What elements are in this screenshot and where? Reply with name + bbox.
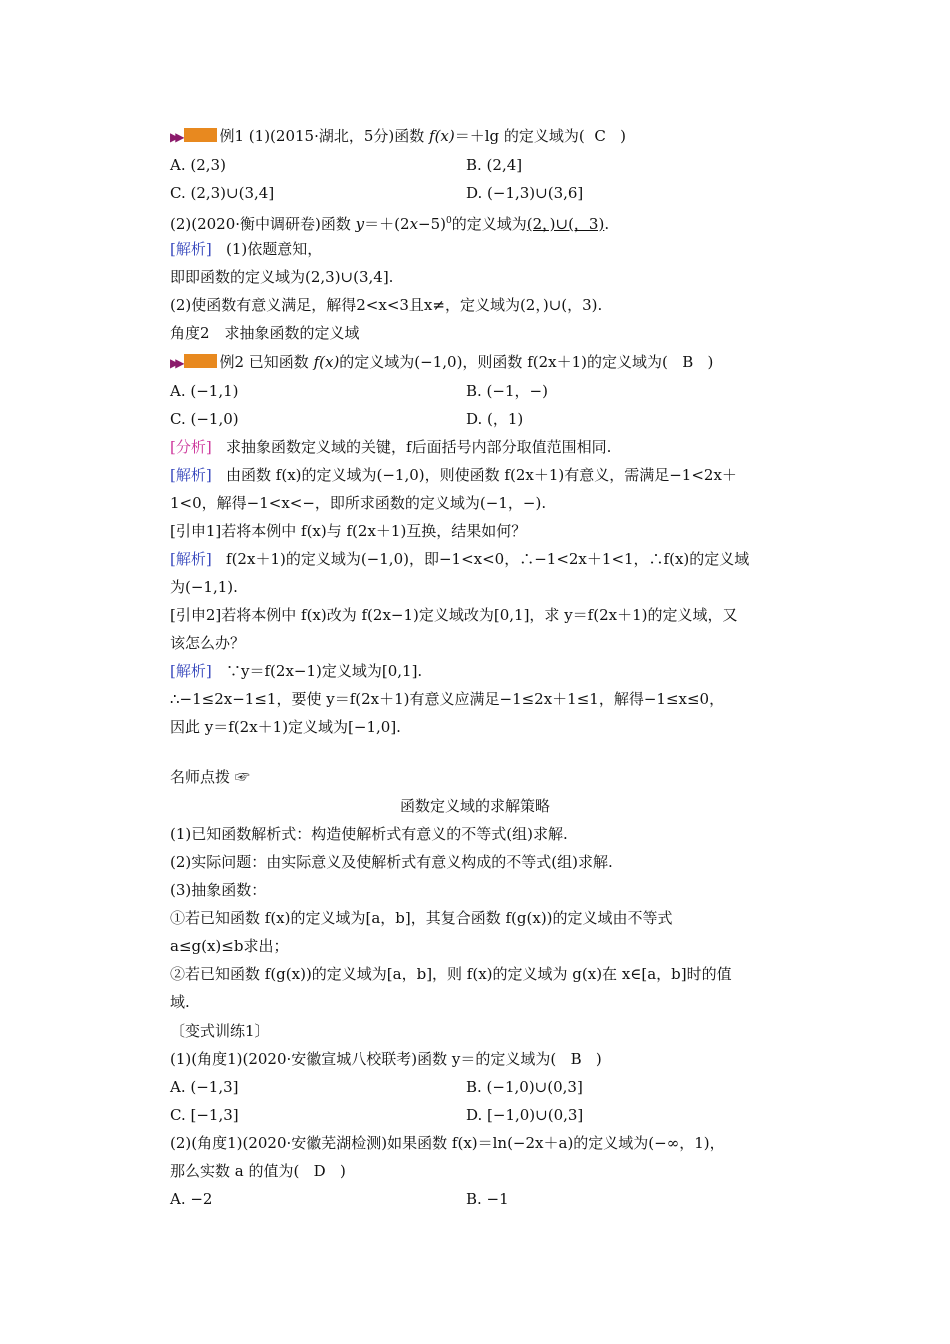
option-d: D. [−1,0)∪(0,3] [466,1106,584,1124]
option-b: B. (−1，−) [466,382,548,400]
tips-point-3: (3)抽象函数： [170,881,267,899]
tips-title: 函数定义域的求解策略 [399,797,550,815]
solution1-line2: 即即函数的定义域为(2,3)∪(3,4]. [170,268,394,286]
option-a: A. (2,3) [170,156,226,174]
answer: B [682,353,694,371]
practice-question-2-line1: (2)(角度1)(2020·安徽芜湖检测)如果函数 f(x)＝ln(−2x＋a)的定义域为(−∞，1)， [170,1134,725,1152]
option-c: C. (2,3)∪(3,4] [170,184,275,202]
analysis-tag: [分析] [170,438,212,456]
answer: (2，)∪(，3) [526,215,605,233]
example1-question: ▶▶ 例1 (1)(2015·湖北，5分)函数 f(x)＝＋lg 的定义域为( C ) [170,127,626,145]
option-b: B. −1 [466,1190,509,1208]
option-a: A. (−1,1) [170,382,239,400]
option-a: A. (−1,3] [170,1078,239,1096]
answer: D [313,1162,326,1180]
extension1-solution-line1: [解析] f(2x＋1)的定义域为(−1,0)，即−1<x<0，∴−1<2x＋1<1，∴f(x)的定义域 [170,550,750,568]
option-a: A. −2 [170,1190,213,1208]
extension1-solution-line2: 为(−1,1). [170,578,238,596]
solution-tag: [解析] [170,662,212,680]
tips-point-2: (2)实际问题：由实际意义及使解析式有意义构成的不等式(组)求解. [170,853,613,871]
tips-point-4-line1: ①若已知函数 f(x)的定义域为[a，b]，其复合函数 f(g(x))的定义域由不等式 [170,909,673,927]
tips-point-5-line1: ②若已知函数 f(g(x))的定义域为[a，b]，则 f(x)的定义域为 g(x)在 x∈[a，b]时的值 [170,965,732,983]
answer: B [570,1050,582,1068]
tips-header: 名师点拨 ☞ [170,768,250,786]
extension2-solution-line3: 因此 y＝f(2x＋1)定义域为[−1,0]. [170,718,401,736]
solution2-line1: [解析] 由函数 f(x)的定义域为(−1,0)，则使函数 f(2x＋1)有意义，需满足−1<2x＋ [170,466,737,484]
solution2-line2: 1<0，解得−1<x<−，即所求函数的定义域为(−1，−). [170,494,547,512]
solution-tag: [解析] [170,466,212,484]
option-c: C. (−1,0) [170,410,239,428]
option-c: C. [−1,3] [170,1106,239,1124]
extension2-solution-line2: ∴−1≤2x−1≤1，要使 y＝f(2x＋1)有意义应满足−1≤2x＋1≤1，解得−1≤x≤0， [170,690,725,708]
solution-tag: [解析] [170,550,212,568]
example-tag-icon [184,354,217,368]
tips-point-5-line2: 域. [170,993,190,1011]
practice-question-2-line2: 那么实数 a 的值为( D ) [170,1162,346,1180]
option-d: D. (，1) [466,410,524,428]
option-d: D. (−1,3)∪(3,6] [466,184,584,202]
solution1-line1: [解析] (1)依题意知， [170,240,323,258]
extension2-solution-line1: [解析] ∵y＝f(2x−1)定义域为[0,1]. [170,662,423,680]
extension2-question-line2: 该怎么办？ [170,634,246,652]
extension2-question-line1: [引申2]若将本例中 f(x)改为 f(2x−1)定义域改为[0,1]，求 y＝f(2x＋1)的定义域，又 [170,606,738,624]
double-arrow-icon: ▶▶ [170,130,181,144]
extension1-question: [引申1]若将本例中 f(x)与 f(2x＋1)互换，结果如何？ [170,522,527,540]
answer: C [594,127,606,145]
solution-tag: [解析] [170,240,212,258]
tips-point-1: (1)已知函数解析式：构造使解析式有意义的不等式(组)求解. [170,825,568,843]
example2-question: ▶▶ 例2 已知函数 f(x)的定义域为(−1,0)，则函数 f(2x＋1)的定义域为( B ) [170,353,714,371]
practice-title: 〔变式训练1〕 [170,1022,270,1040]
option-b: B. (2,4] [466,156,523,174]
solution1-line3: (2)使函数有意义满足，解得2<x<3且x≠，定义域为(2，)∪(，3). [170,296,603,314]
double-arrow-icon: ▶▶ [170,356,181,370]
example1-question-2: (2)(2020·衡中调研卷)函数 $y=+(2x-5)^0$的定义域为(2，)∪(，3). [170,215,610,233]
example-tag-icon [184,128,217,142]
section-heading: 角度2 求抽象函数的定义域 [170,324,360,342]
practice-question-1: (1)(角度1)(2020·安徽宣城八校联考)函数 y＝的定义域为( B ) [170,1050,602,1068]
analysis: [分析] 求抽象函数定义域的关键，f后面括号内部分取值范围相同. [170,438,612,456]
tips-point-4-line2: a≤g(x)≤b求出； [170,937,289,955]
option-b: B. (−1,0)∪(0,3] [466,1078,583,1096]
